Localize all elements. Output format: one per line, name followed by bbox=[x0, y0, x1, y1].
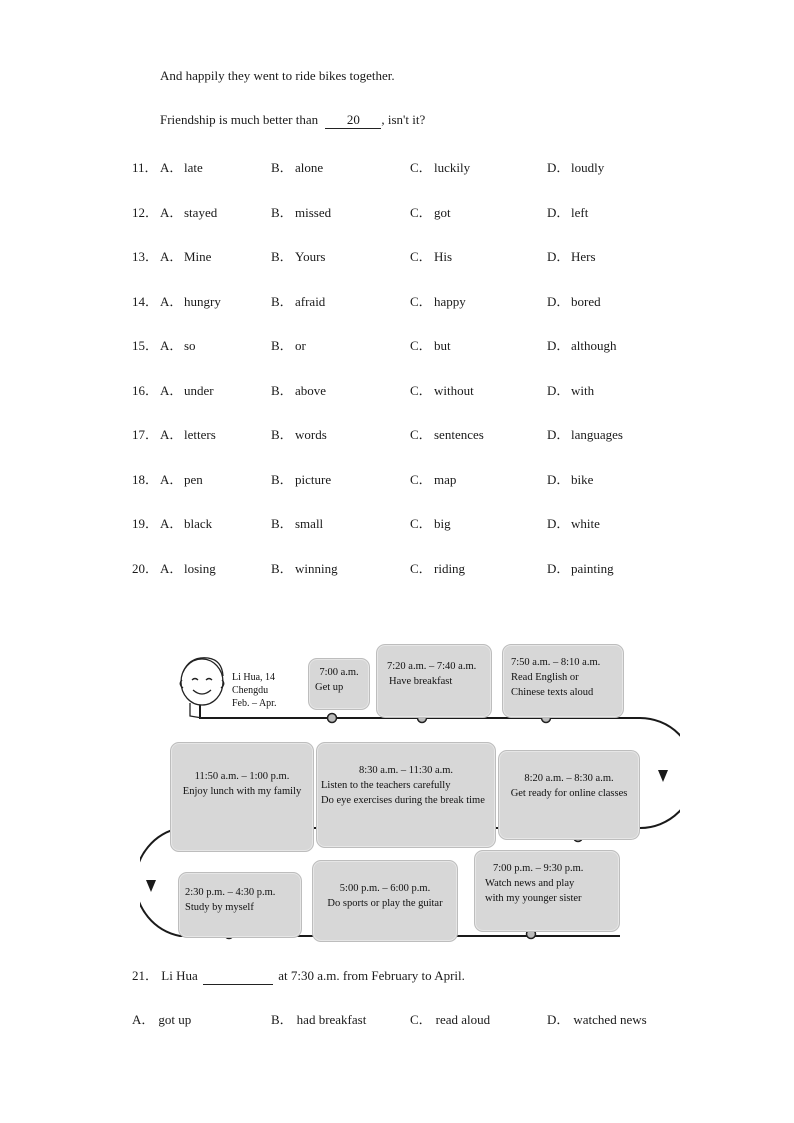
bubble-time: 7:00 a.m. bbox=[319, 667, 359, 678]
option-letter: C． bbox=[410, 204, 432, 220]
option-letter: D． bbox=[547, 249, 570, 264]
question-number: 20． bbox=[132, 560, 159, 576]
option-d[interactable] bbox=[547, 380, 594, 399]
option-letter: D． bbox=[547, 160, 570, 175]
option-text: riding bbox=[434, 560, 466, 576]
option-a[interactable] bbox=[160, 469, 203, 488]
option-b[interactable] bbox=[271, 246, 325, 265]
question-text: at 7:30 a.m. from February to April. bbox=[278, 968, 465, 983]
question-21 bbox=[132, 965, 465, 985]
option-b[interactable] bbox=[271, 157, 323, 176]
option-text: hungry bbox=[184, 293, 221, 309]
question-row bbox=[132, 335, 692, 353]
option-text: missed bbox=[295, 204, 332, 220]
bubble-activity: Watch news and play bbox=[485, 878, 575, 889]
option-letter: D． bbox=[547, 204, 570, 220]
option-c[interactable] bbox=[410, 558, 465, 577]
bubble-time: 11:50 a.m. – 1:00 p.m. bbox=[194, 771, 290, 782]
question-row bbox=[132, 246, 692, 264]
option-c[interactable] bbox=[410, 513, 451, 532]
option-text: left bbox=[571, 204, 589, 220]
option-letter: D． bbox=[547, 293, 570, 309]
option-text: although bbox=[571, 338, 617, 353]
arrow-down-icon bbox=[658, 770, 668, 782]
passage-line: And happily they went to ride bikes together. bbox=[160, 68, 395, 83]
option-letter: D． bbox=[547, 560, 570, 576]
option-text: got bbox=[434, 204, 451, 220]
bubble-activity: Do sports or play the guitar bbox=[327, 898, 443, 909]
question-number: 15． bbox=[132, 338, 159, 353]
option-text: big bbox=[434, 516, 451, 531]
option-letter: C． bbox=[410, 471, 432, 487]
option-letter: B． bbox=[271, 204, 293, 220]
option-letter: B． bbox=[271, 382, 293, 398]
option-letter: A． bbox=[160, 560, 183, 576]
option-d[interactable] bbox=[547, 513, 600, 532]
option-letter: B． bbox=[271, 471, 293, 487]
option-text: winning bbox=[295, 560, 338, 576]
schedule-bubble-lunch bbox=[170, 742, 314, 852]
arrow-down-icon bbox=[146, 880, 156, 892]
bubble-time: 7:00 p.m. – 9:30 p.m. bbox=[493, 863, 584, 874]
question-row bbox=[132, 157, 692, 175]
option-text: loudly bbox=[571, 160, 605, 175]
option-letter: B． bbox=[271, 427, 293, 442]
option-b[interactable] bbox=[271, 202, 331, 221]
option-letter: B． bbox=[271, 560, 293, 576]
option-text: map bbox=[434, 471, 457, 487]
profile-period: Feb. – Apr. bbox=[232, 698, 277, 709]
option-d[interactable] bbox=[547, 558, 614, 577]
option-b[interactable] bbox=[271, 291, 325, 310]
option-text: sentences bbox=[434, 427, 484, 442]
schedule-bubble-get-ready bbox=[498, 750, 640, 840]
answer-blank bbox=[203, 968, 273, 985]
option-a[interactable] bbox=[160, 424, 216, 443]
question-number: 13． bbox=[132, 249, 159, 264]
option-b[interactable] bbox=[271, 558, 338, 577]
option-letter: D． bbox=[547, 516, 570, 531]
option-a[interactable] bbox=[160, 157, 203, 176]
bubble-activity: Study by myself bbox=[185, 902, 254, 913]
option-b[interactable]: B． had breakfast bbox=[271, 1012, 367, 1027]
passage-text-end: , isn't it? bbox=[381, 112, 426, 127]
option-text: painting bbox=[571, 560, 614, 576]
option-text: Hers bbox=[571, 249, 596, 264]
passage-text: Friendship is much better than bbox=[160, 112, 319, 127]
option-a[interactable] bbox=[160, 291, 221, 310]
option-letter: D． bbox=[547, 338, 570, 353]
option-letter: A． bbox=[160, 249, 183, 264]
bubble-activity: with my younger sister bbox=[485, 893, 582, 904]
option-letter: C． bbox=[410, 160, 432, 175]
bubble-activity: Read English or bbox=[511, 672, 579, 683]
option-c[interactable] bbox=[410, 335, 451, 354]
option-letter: B． bbox=[271, 160, 293, 175]
bubble-activity: Enjoy lunch with my family bbox=[182, 786, 302, 797]
option-a[interactable] bbox=[160, 513, 212, 532]
option-letter: C． bbox=[410, 338, 432, 353]
option-a[interactable] bbox=[160, 558, 216, 577]
option-d[interactable] bbox=[547, 424, 623, 443]
option-text: but bbox=[434, 338, 451, 353]
question-row bbox=[132, 469, 692, 487]
option-text: white bbox=[571, 516, 600, 531]
option-d[interactable] bbox=[547, 202, 588, 221]
option-text: so bbox=[184, 338, 196, 353]
bubble-activity: Have breakfast bbox=[389, 676, 453, 687]
question-number: 21． bbox=[132, 968, 159, 983]
question-text: Li Hua bbox=[161, 968, 198, 983]
bubble-time: 8:30 a.m. – 11:30 a.m. bbox=[358, 765, 454, 776]
bubble-activity: Get ready for online classes bbox=[510, 788, 628, 799]
schedule-bubble-study bbox=[178, 872, 302, 938]
option-text: pen bbox=[184, 471, 203, 487]
option-letter: A． bbox=[160, 160, 183, 175]
option-text: His bbox=[434, 249, 453, 264]
question-row bbox=[132, 558, 692, 576]
profile-name: Li Hua, 14 bbox=[232, 672, 276, 683]
option-d[interactable]: D． watched news bbox=[547, 1012, 647, 1027]
option-letter: A． bbox=[160, 293, 183, 309]
option-letter: A． bbox=[160, 427, 183, 442]
option-d[interactable] bbox=[547, 157, 604, 176]
option-a[interactable] bbox=[160, 246, 211, 265]
bubble-time: 7:20 a.m. – 7:40 a.m. bbox=[387, 661, 477, 672]
option-d[interactable] bbox=[547, 335, 617, 354]
option-letter: B． bbox=[271, 293, 293, 309]
option-letter: A． bbox=[160, 516, 183, 531]
option-text: picture bbox=[295, 471, 332, 487]
option-text: small bbox=[295, 516, 324, 531]
option-letter: A． bbox=[160, 204, 183, 220]
option-c[interactable] bbox=[410, 202, 451, 221]
option-b[interactable] bbox=[271, 380, 326, 399]
option-a[interactable] bbox=[160, 380, 214, 399]
question-row bbox=[132, 380, 692, 398]
option-text: above bbox=[295, 382, 327, 398]
option-text: with bbox=[571, 382, 595, 398]
passage-line-with-blank bbox=[160, 112, 425, 129]
schedule-bubble-sports bbox=[312, 860, 458, 942]
option-text: luckily bbox=[434, 160, 471, 175]
bubble-time: 2:30 p.m. – 4:30 p.m. bbox=[185, 887, 276, 898]
option-c[interactable] bbox=[410, 157, 470, 176]
option-letter: A． bbox=[160, 382, 183, 398]
option-b[interactable] bbox=[271, 513, 323, 532]
option-letter: C． bbox=[410, 560, 432, 576]
boy-avatar-icon bbox=[180, 658, 224, 718]
option-c[interactable] bbox=[410, 424, 484, 443]
option-letter: C． bbox=[410, 516, 432, 531]
option-b[interactable] bbox=[271, 469, 331, 488]
option-text: bored bbox=[571, 293, 601, 309]
option-letter: B． bbox=[271, 249, 293, 264]
option-letter: C． bbox=[410, 293, 432, 309]
option-text: losing bbox=[184, 560, 216, 576]
option-text: late bbox=[184, 160, 203, 175]
option-text: letters bbox=[184, 427, 216, 442]
option-text: afraid bbox=[295, 293, 326, 309]
profile-info bbox=[232, 671, 276, 710]
option-b[interactable] bbox=[271, 335, 306, 354]
profile-city: Chengdu bbox=[232, 685, 269, 696]
option-text: bike bbox=[571, 471, 594, 487]
bubble-time: 5:00 p.m. – 6:00 p.m. bbox=[339, 883, 431, 894]
option-text: or bbox=[295, 338, 306, 353]
question-number: 19． bbox=[132, 516, 159, 531]
option-letter: A． bbox=[160, 338, 183, 353]
question-row bbox=[132, 291, 692, 309]
option-text: Mine bbox=[184, 249, 212, 264]
option-c[interactable] bbox=[410, 291, 466, 310]
schedule-bubble-classes bbox=[316, 742, 496, 848]
question-row bbox=[132, 202, 692, 220]
option-letter: B． bbox=[271, 338, 293, 353]
bubble-activity: Get up bbox=[315, 682, 344, 693]
bubble-activity: Do eye exercises during the break time bbox=[321, 795, 485, 806]
option-letter: C． bbox=[410, 249, 432, 264]
schedule-figure bbox=[140, 630, 680, 950]
option-c[interactable] bbox=[410, 469, 456, 488]
option-text: stayed bbox=[184, 204, 218, 220]
schedule-bubble-read-aloud bbox=[502, 644, 624, 718]
option-a[interactable] bbox=[160, 335, 196, 354]
question-row bbox=[132, 513, 692, 531]
option-text: without bbox=[434, 382, 474, 398]
option-text: black bbox=[184, 516, 213, 531]
question-number: 18． bbox=[132, 471, 159, 487]
bubble-activity: Chinese texts aloud bbox=[511, 687, 594, 698]
option-c[interactable]: C． read aloud bbox=[410, 1012, 491, 1027]
option-text: words bbox=[295, 427, 327, 442]
option-c[interactable] bbox=[410, 380, 474, 399]
schedule-bubble-breakfast bbox=[376, 644, 492, 718]
question-row bbox=[132, 424, 692, 442]
option-d[interactable] bbox=[547, 291, 601, 310]
bubble-time: 7:50 a.m. – 8:10 a.m. bbox=[511, 657, 601, 668]
question-number: 12． bbox=[132, 204, 159, 220]
option-letter: B． bbox=[271, 516, 293, 531]
option-text: happy bbox=[434, 293, 466, 309]
schedule-bubble-news bbox=[474, 850, 620, 932]
option-text: under bbox=[184, 382, 214, 398]
option-letter: D． bbox=[547, 471, 570, 487]
bubble-time: 8:20 a.m. – 8:30 a.m. bbox=[524, 773, 614, 784]
option-letter: C． bbox=[410, 382, 432, 398]
option-c[interactable] bbox=[410, 246, 452, 265]
question-number: 16． bbox=[132, 382, 159, 398]
option-d[interactable] bbox=[547, 246, 596, 265]
bubble-activity: Listen to the teachers carefully bbox=[321, 780, 451, 791]
question-number: 11． bbox=[132, 160, 158, 175]
option-a[interactable] bbox=[160, 202, 217, 221]
option-letter: D． bbox=[547, 382, 570, 398]
option-letter: C． bbox=[410, 427, 432, 442]
option-a[interactable]: A． got up bbox=[132, 1012, 192, 1027]
option-d[interactable] bbox=[547, 469, 593, 488]
option-text: languages bbox=[571, 427, 623, 442]
schedule-bubble-get-up bbox=[308, 658, 370, 710]
option-letter: A． bbox=[160, 471, 183, 487]
question-21-options bbox=[132, 1009, 692, 1027]
question-number: 17． bbox=[132, 427, 159, 442]
question-number: 14． bbox=[132, 293, 159, 309]
option-letter: D． bbox=[547, 427, 570, 442]
option-b[interactable] bbox=[271, 424, 327, 443]
option-text: Yours bbox=[295, 249, 326, 264]
blank-20: 20 bbox=[325, 112, 381, 129]
option-text: alone bbox=[295, 160, 324, 175]
